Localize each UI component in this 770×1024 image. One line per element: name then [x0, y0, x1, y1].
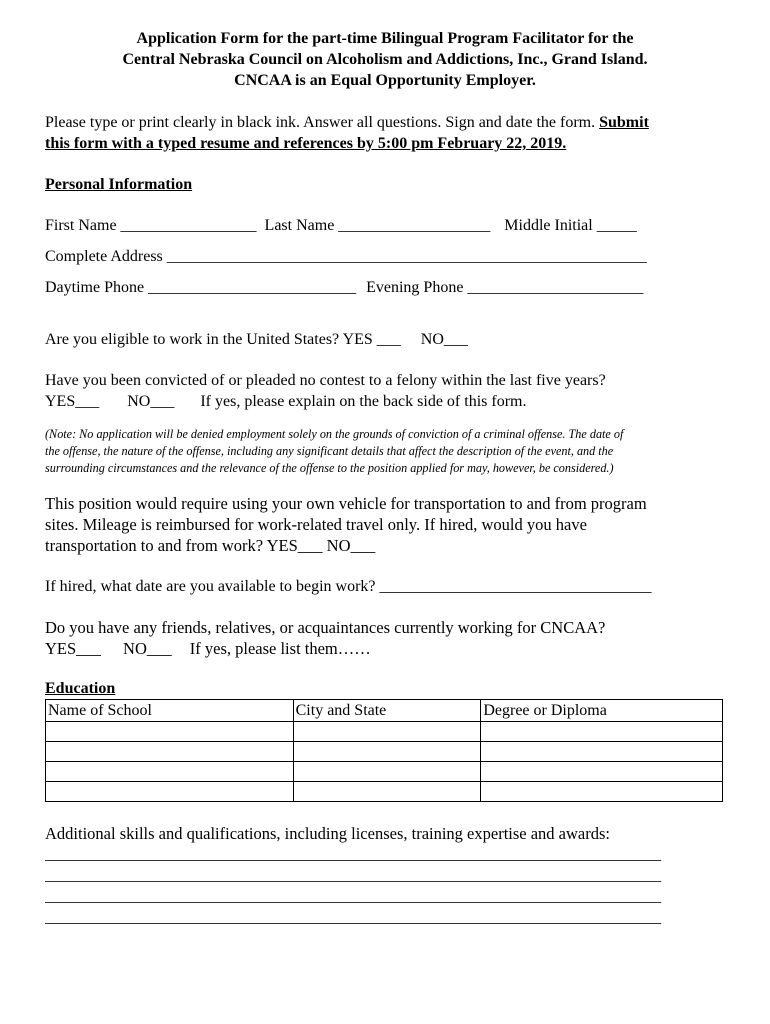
- city-state-cell[interactable]: [293, 782, 481, 802]
- skills-line-4[interactable]: _____________________________________________________________________________: [45, 909, 661, 926]
- degree-cell[interactable]: [481, 742, 723, 762]
- table-row: [46, 722, 723, 742]
- friends-no[interactable]: NO___: [123, 639, 172, 658]
- school-cell[interactable]: [46, 742, 294, 762]
- title-line-3: CNCAA is an Equal Opportunity Employer.: [234, 72, 536, 89]
- name-row: [45, 215, 725, 236]
- start-date-field[interactable]: If hired, what date are you available to begin work? __________________________________: [45, 578, 652, 595]
- city-state-cell[interactable]: [293, 722, 481, 742]
- city-state-cell[interactable]: [293, 762, 481, 782]
- note-line-2: the offense, the nature of the offense, including any significant details that affect the description of the event, and the: [45, 444, 614, 458]
- address-field[interactable]: Complete Address ____________________________________________________________: [45, 248, 647, 265]
- skills-prompt: Additional skills and qualifications, including licenses, training expertise and awards:: [45, 824, 610, 843]
- title-line-1: Application Form for the part-time Bilingual Program Facilitator for the: [136, 30, 634, 47]
- evening-phone-field[interactable]: Evening Phone ______________________: [366, 279, 644, 296]
- education-header-row: [46, 700, 723, 722]
- middle-initial-field[interactable]: Middle Initial _____: [504, 217, 637, 234]
- submit-deadline: this form with a typed resume and references by 5:00 pm February 22, 2019.: [45, 135, 567, 152]
- degree-cell[interactable]: [481, 782, 723, 802]
- table-row: [46, 782, 723, 802]
- eligibility-question: [45, 329, 725, 350]
- felony-yes[interactable]: YES___: [45, 393, 100, 410]
- vehicle-question: [45, 493, 725, 556]
- education-table: [45, 699, 723, 802]
- felony-explain: If yes, please explain on the back side of this form.: [200, 393, 527, 410]
- table-row: [46, 762, 723, 782]
- degree-cell[interactable]: [481, 762, 723, 782]
- friends-question-text: Do you have any friends, relatives, or acquaintances currently working for CNCAA?: [45, 618, 606, 637]
- table-row: [46, 742, 723, 762]
- felony-note: [45, 426, 725, 477]
- skills-line-3[interactable]: _____________________________________________________________________________: [45, 888, 661, 905]
- eligible-no[interactable]: NO___: [420, 331, 468, 348]
- friends-list: If yes, please list them……: [189, 639, 371, 658]
- school-cell[interactable]: [46, 762, 294, 782]
- felony-question: [45, 370, 725, 412]
- instructions-text: Please type or print clearly in black ink. Answer all questions. Sign and date the form.: [45, 114, 600, 131]
- friends-question: [45, 617, 725, 659]
- phone-row: [45, 277, 725, 298]
- skills-line-1[interactable]: _____________________________________________________________________________: [45, 846, 661, 863]
- school-cell[interactable]: [46, 722, 294, 742]
- note-line-3: surrounding circumstances and the relevance of the offense to the position applied for may, however, be considered.): [45, 461, 614, 475]
- vehicle-line-3[interactable]: transportation to and from work? YES___ NO___: [45, 536, 376, 555]
- felony-question-text: Have you been convicted of or pleaded no contest to a felony within the last five years?: [45, 372, 606, 389]
- skills-line-2[interactable]: _____________________________________________________________________________: [45, 867, 661, 884]
- form-title: [45, 28, 725, 91]
- column-degree-or-diploma: Degree or Diploma: [481, 700, 723, 722]
- instructions: [45, 112, 725, 154]
- vehicle-line-1: This position would require using your own vehicle for transportation to and from program: [45, 494, 647, 513]
- eligible-yes[interactable]: Are you eligible to work in the United States? YES ___: [45, 331, 401, 348]
- school-cell[interactable]: [46, 782, 294, 802]
- personal-info-heading: Personal Information: [45, 176, 193, 193]
- education-heading: Education: [45, 680, 116, 697]
- column-name-of-school: Name of School: [46, 700, 294, 722]
- first-name-field[interactable]: First Name _________________: [45, 217, 257, 234]
- title-line-2: Central Nebraska Council on Alcoholism and Addictions, Inc., Grand Island.: [122, 51, 648, 68]
- city-state-cell[interactable]: [293, 742, 481, 762]
- degree-cell[interactable]: [481, 722, 723, 742]
- daytime-phone-field[interactable]: Daytime Phone __________________________: [45, 279, 357, 296]
- column-city-and-state: City and State: [293, 700, 481, 722]
- vehicle-line-2: sites. Mileage is reimbursed for work-related travel only. If hired, would you have: [45, 515, 587, 534]
- note-line-1: (Note: No application will be denied employment solely on the grounds of conviction of a criminal offense. The date of: [45, 427, 624, 441]
- felony-no[interactable]: NO___: [127, 393, 175, 410]
- application-form: [45, 28, 725, 928]
- submit-label: Submit: [599, 114, 649, 131]
- last-name-field[interactable]: Last Name ___________________: [264, 217, 491, 234]
- friends-yes[interactable]: YES___: [45, 639, 101, 658]
